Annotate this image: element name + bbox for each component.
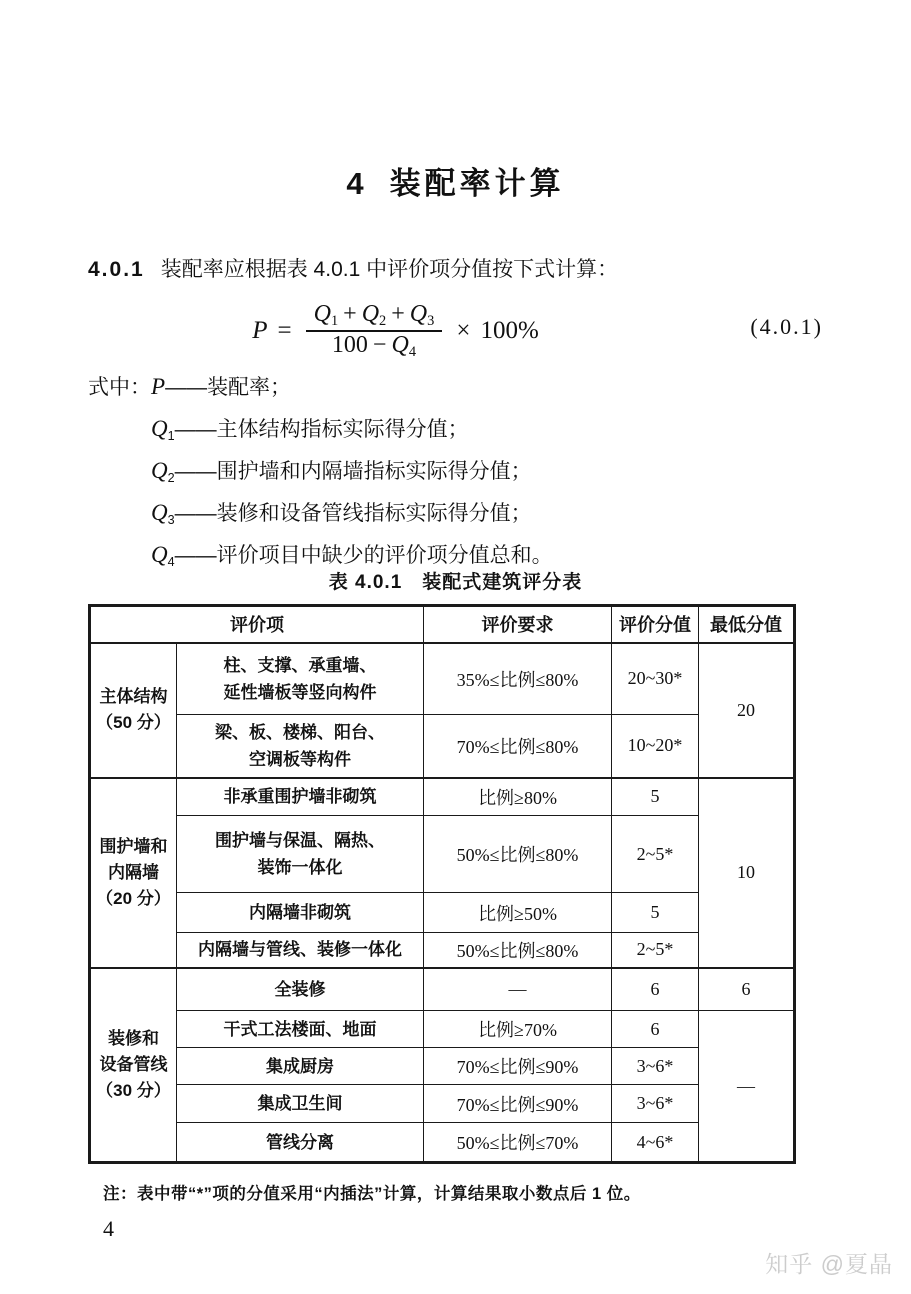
requirement-cell: 35%≤比例≤80% (424, 643, 612, 715)
symbol-q2-subscript: 2 (167, 471, 175, 485)
header-score: 评价分值 (612, 606, 699, 643)
page-number: 4 (103, 1216, 114, 1241)
item-line: 梁、板、楼梯、阳台、 (215, 722, 385, 742)
table-row (90, 1085, 795, 1123)
item-cell: 集成卫生间 (177, 1085, 424, 1123)
group-line: （50 分） (96, 713, 171, 732)
group-line: 主体结构 (99, 687, 168, 706)
group-line: （30 分） (96, 1080, 171, 1100)
score-cell: 5 (612, 893, 699, 933)
group-label-decoration (90, 968, 177, 1163)
symbol-q4: Q (151, 542, 168, 567)
min-score-cell: 6 (699, 968, 795, 1011)
table-row (90, 715, 795, 778)
where-definitions (88, 366, 828, 576)
item-cell: 全装修 (177, 968, 424, 1011)
q2-subscript: 2 (379, 313, 387, 329)
item-line: 空调板等构件 (249, 749, 351, 769)
table-row (90, 778, 795, 816)
percent-term: 100% (480, 317, 539, 344)
section-paragraph (88, 253, 828, 283)
score-cell: 2~5* (612, 816, 699, 893)
q3-symbol: Q (409, 301, 428, 327)
symbol-q3: Q (151, 500, 168, 525)
table-row (90, 1011, 795, 1048)
score-cell: 3~6* (612, 1085, 699, 1123)
group-line: 内隔墙 (108, 862, 159, 882)
q4-symbol: Q (391, 332, 409, 358)
section-number: 4.0.1 (88, 258, 145, 281)
score-cell: 2~5* (612, 933, 699, 968)
item-line: 装饰一体化 (257, 858, 343, 877)
formula (88, 296, 703, 366)
score-cell: 10~20* (612, 715, 699, 778)
item-cell: 内隔墙与管线、装修一体化 (177, 933, 424, 968)
item-cell: 管线分离 (177, 1123, 424, 1163)
table-row (90, 1123, 795, 1163)
plus-operator: + (391, 301, 405, 327)
chapter-number: 4 (346, 166, 364, 201)
score-cell: 6 (612, 1011, 699, 1048)
group-label-walls (90, 778, 177, 968)
table-note: 注：表中带“*”项的分值采用“内插法”计算，计算结果取小数点后 1 位。 (103, 1185, 641, 1203)
table-row (90, 643, 795, 715)
q1-symbol: Q (313, 301, 331, 327)
symbol-p: P (151, 374, 166, 399)
q2-symbol: Q (361, 301, 380, 327)
min-score-cell: 10 (699, 778, 795, 968)
definition-q2: ——围护墙和内隔墙指标实际得分值； (174, 460, 532, 483)
chapter-title (0, 158, 911, 203)
symbol-q3-subscript: 3 (167, 513, 175, 527)
where-line-q1 (88, 408, 828, 450)
chapter-title-text: 装配率计算 (389, 166, 565, 201)
requirement-cell: 比例≥80% (424, 778, 612, 816)
definition-q1: ——主体结构指标实际得分值； (174, 418, 469, 441)
requirement-cell: 比例≥50% (424, 893, 612, 933)
definition-q3: ——装修和设备管线指标实际得分值； (174, 502, 532, 525)
item-cell: 内隔墙非砌筑 (177, 893, 424, 933)
fraction-denominator (306, 330, 443, 361)
score-cell: 5 (612, 778, 699, 816)
q4-subscript: 4 (408, 344, 417, 360)
table-row (90, 893, 795, 933)
equation-number: (4.0.1) (750, 314, 823, 339)
definition-p: ——装配率； (165, 376, 292, 399)
formula-lhs: P (252, 317, 268, 344)
header-min: 最低分值 (699, 606, 795, 643)
item-cell: 非承重围护墙非砌筑 (177, 778, 424, 816)
definition-q4: ——评价项目中缺少的评价项分值总和。 (174, 544, 553, 567)
times-operator: × (456, 317, 471, 344)
watermark: 知乎 @夏晶 (765, 1251, 893, 1277)
plus-operator: + (343, 301, 357, 327)
denominator-constant: 100 (331, 332, 368, 358)
group-line: 设备管线 (99, 1054, 168, 1074)
min-score-cell: 20 (699, 643, 795, 778)
symbol-q1: Q (151, 416, 168, 441)
item-line: 围护墙与保温、隔热、 (215, 831, 385, 850)
header-row (90, 606, 795, 643)
table-row (90, 1048, 795, 1085)
group-line: 装修和 (108, 1028, 159, 1048)
score-cell: 3~6* (612, 1048, 699, 1085)
requirement-cell: — (424, 968, 612, 1011)
requirement-cell: 50%≤比例≤70% (424, 1123, 612, 1163)
formula-equals: = (277, 317, 292, 344)
table-row (90, 816, 795, 893)
score-cell: 4~6* (612, 1123, 699, 1163)
score-cell: 6 (612, 968, 699, 1011)
item-cell (177, 715, 424, 778)
where-line-q3 (88, 492, 828, 534)
requirement-cell: 70%≤比例≤90% (424, 1085, 612, 1123)
item-cell (177, 643, 424, 715)
symbol-q1-subscript: 1 (167, 429, 175, 443)
minus-operator: − (372, 332, 387, 358)
table-title: 表 4.0.1 装配式建筑评分表 (328, 572, 583, 593)
symbol-q2: Q (151, 458, 168, 483)
score-cell: 20~30* (612, 643, 699, 715)
fraction-numerator (306, 301, 443, 330)
item-line: 延性墙板等竖向构件 (223, 682, 377, 702)
formula-fraction (306, 301, 443, 361)
group-label-structure (90, 643, 177, 778)
item-cell (177, 816, 424, 893)
requirement-cell: 70%≤比例≤90% (424, 1048, 612, 1085)
where-line-q2 (88, 450, 828, 492)
section-text: 装配率应根据表 4.0.1 中评价项分值按下式计算： (160, 258, 619, 281)
where-line-p (88, 366, 828, 408)
item-cell: 干式工法楼面、地面 (177, 1011, 424, 1048)
requirement-cell: 50%≤比例≤80% (424, 933, 612, 968)
header-item: 评价项 (90, 606, 424, 643)
where-prefix: 式中： (88, 376, 151, 399)
formula-block (88, 296, 823, 366)
symbol-q4-subscript: 4 (167, 555, 175, 569)
min-score-cell: — (699, 1011, 795, 1163)
group-line: 围护墙和 (99, 836, 168, 856)
requirement-cell: 比例≥70% (424, 1011, 612, 1048)
item-cell: 集成厨房 (177, 1048, 424, 1085)
item-line: 柱、支撑、承重墙、 (223, 655, 377, 675)
requirement-cell: 50%≤比例≤80% (424, 816, 612, 893)
table-row (90, 933, 795, 968)
header-requirement: 评价要求 (424, 606, 612, 643)
table-row (90, 968, 795, 1011)
q3-subscript: 3 (427, 313, 435, 329)
group-line: （20 分） (96, 888, 171, 908)
scoring-table (88, 604, 796, 1164)
requirement-cell: 70%≤比例≤80% (424, 715, 612, 778)
q1-subscript: 1 (330, 313, 339, 329)
